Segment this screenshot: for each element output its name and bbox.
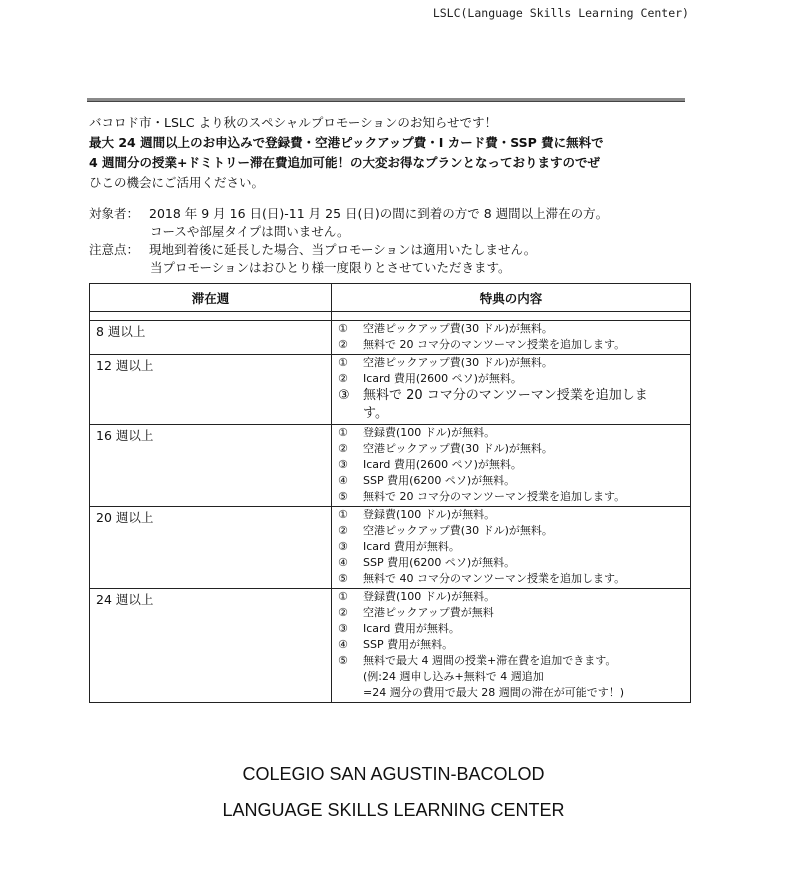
benefit-text: Icard 費用(2600 ペソ)が無料。 <box>363 458 522 471</box>
benefit-number: ⑤ <box>338 654 348 667</box>
benefit-number: ② <box>338 606 348 619</box>
intro-line-3: 4 週間分の授業+ドミトリー滞在費追加可能！の大変お得なプランとなっておりますのでぜ <box>89 155 601 170</box>
benefit-item <box>338 457 684 473</box>
benefit-number: ③ <box>338 388 350 403</box>
benefit-text: SSP 費用(6200 ペソ)が無料。 <box>363 556 516 569</box>
caution-text: 現地到着後に延長した場合、当プロモーションは適用いたしません。 <box>149 242 537 257</box>
caution-label: 注意点： <box>89 242 140 257</box>
benefit-number: ④ <box>338 474 348 487</box>
benefit-item <box>338 321 684 337</box>
benefits-cell <box>332 321 691 355</box>
benefits-cell <box>332 425 691 507</box>
benefit-text: 登録費(100 ドル)が無料。 <box>363 590 496 603</box>
weeks-cell: 12 週以上 <box>90 355 332 425</box>
benefit-number: ① <box>338 590 348 603</box>
benefit-item <box>338 605 684 621</box>
target-row <box>89 205 699 223</box>
benefit-item <box>338 555 684 571</box>
benefit-item <box>338 507 684 523</box>
intro-line-4: ひこの機会にご活用ください。 <box>89 175 265 190</box>
benefit-number <box>338 685 363 701</box>
benefit-item <box>338 441 684 457</box>
benefit-number: ⑤ <box>338 490 348 503</box>
benefit-item <box>338 337 684 353</box>
benefit-text: 空港ピックアップ費(30 ドル)が無料。 <box>363 356 553 369</box>
benefit-text: 登録費(100 ドル)が無料。 <box>363 426 496 439</box>
benefit-text: 空港ピックアップ費(30 ドル)が無料。 <box>363 442 553 455</box>
benefit-number: ④ <box>338 638 348 651</box>
benefit-item <box>338 523 684 539</box>
benefit-item <box>338 405 684 423</box>
benefit-item <box>338 669 684 685</box>
benefit-item <box>338 489 684 505</box>
benefit-item <box>338 539 684 555</box>
header-rule <box>87 98 685 102</box>
benefit-number: ③ <box>338 458 348 471</box>
benefit-number: ② <box>338 372 348 385</box>
table-row <box>90 355 691 425</box>
benefit-text: SSP 費用(6200 ペソ)が無料。 <box>363 474 516 487</box>
benefit-text: 空港ピックアップ費(30 ドル)が無料。 <box>363 524 553 537</box>
table-row <box>90 321 691 355</box>
target-text: 2018 年 9 月 16 日(日)-11 月 25 日(日)の間に到着の方で 8 週間以上滞在の方。 <box>149 206 609 221</box>
table-row <box>90 507 691 589</box>
benefit-item <box>338 621 684 637</box>
benefit-item <box>338 387 684 405</box>
footer-school-name: COLEGIO SAN AGUSTIN-BACOLOD <box>242 764 545 784</box>
target-label: 対象者： <box>89 206 140 221</box>
benefit-text: Icard 費用が無料。 <box>363 540 460 553</box>
benefit-number: ① <box>338 356 348 369</box>
benefit-number: ③ <box>338 540 348 553</box>
conditions-section <box>89 205 699 277</box>
benefits-column-header: 特典の内容 <box>332 284 691 312</box>
benefit-number <box>338 405 363 423</box>
caution-subtext: 当プロモーションはおひとり様一度限りとさせていただきます。 <box>150 260 511 275</box>
benefits-cell <box>332 589 691 703</box>
benefit-text: (例:24 週申し込み+無料で 4 週追加 <box>363 670 544 683</box>
benefit-text: 無料で 20 コマ分のマンツーマン授業を追加しま <box>363 388 648 403</box>
benefits-cell <box>332 355 691 425</box>
benefit-item <box>338 473 684 489</box>
document-header: LSLC(Language Skills Learning Center) <box>432 6 689 20</box>
table-row <box>90 589 691 703</box>
intro-line-2: 最大 24 週間以上のお申込みで登録費・空港ピックアップ費・I カード費・SSP 費に無料で <box>89 135 604 150</box>
benefit-text: 無料で 40 コマ分のマンツーマン授業を追加します。 <box>363 572 626 585</box>
benefit-item <box>338 589 684 605</box>
benefit-number: ① <box>338 508 348 521</box>
benefit-number: ① <box>338 426 348 439</box>
weeks-cell: 20 週以上 <box>90 507 332 589</box>
benefit-text: 無料で 20 コマ分のマンツーマン授業を追加します。 <box>363 338 626 351</box>
weeks-cell: 16 週以上 <box>90 425 332 507</box>
benefits-table <box>89 283 691 703</box>
caution-row <box>89 241 699 259</box>
benefit-text: SSP 費用が無料。 <box>363 638 454 651</box>
benefit-text: 登録費(100 ドル)が無料。 <box>363 508 496 521</box>
benefit-text: 無料で最大 4 週間の授業+滞在費を追加できます。 <box>363 654 617 667</box>
benefit-item <box>338 637 684 653</box>
benefit-number: ③ <box>338 622 348 635</box>
benefits-cell <box>332 507 691 589</box>
benefit-number: ② <box>338 524 348 537</box>
benefit-item <box>338 425 684 441</box>
weeks-cell: 8 週以上 <box>90 321 332 355</box>
intro-paragraph <box>89 113 689 193</box>
intro-line-1: バコロド市・LSLC より秋のスペシャルプロモーションのお知らせです！ <box>89 115 497 130</box>
benefit-item <box>338 685 684 701</box>
table-spacer-row <box>90 312 691 321</box>
benefit-number <box>338 669 363 685</box>
benefit-text: 空港ピックアップ費(30 ドル)が無料。 <box>363 322 553 335</box>
benefit-text: Icard 費用が無料。 <box>363 622 460 635</box>
benefit-text: =24 週分の費用で最大 28 週間の滞在が可能です！) <box>363 686 624 699</box>
benefit-item <box>338 653 684 669</box>
benefit-item <box>338 571 684 587</box>
benefit-item <box>338 355 684 371</box>
benefit-item <box>338 371 684 387</box>
benefit-text: Icard 費用(2600 ペソ)が無料。 <box>363 372 522 385</box>
benefit-number: ② <box>338 442 348 455</box>
benefit-text: 空港ピックアップ費が無料 <box>363 606 494 619</box>
weeks-column-header: 滞在週 <box>90 284 332 312</box>
weeks-cell: 24 週以上 <box>90 589 332 703</box>
table-row <box>90 425 691 507</box>
target-subtext: コースや部屋タイプは問いません。 <box>150 224 350 239</box>
footer-center-name: LANGUAGE SKILLS LEARNING CENTER <box>222 800 565 820</box>
benefit-number: ② <box>338 338 348 351</box>
benefit-number: ④ <box>338 556 348 569</box>
benefit-number: ① <box>338 322 348 335</box>
benefit-number: ⑤ <box>338 572 348 585</box>
benefit-text: 無料で 20 コマ分のマンツーマン授業を追加します。 <box>363 490 626 503</box>
table-header-row <box>90 284 691 312</box>
benefit-text: す。 <box>363 406 388 421</box>
